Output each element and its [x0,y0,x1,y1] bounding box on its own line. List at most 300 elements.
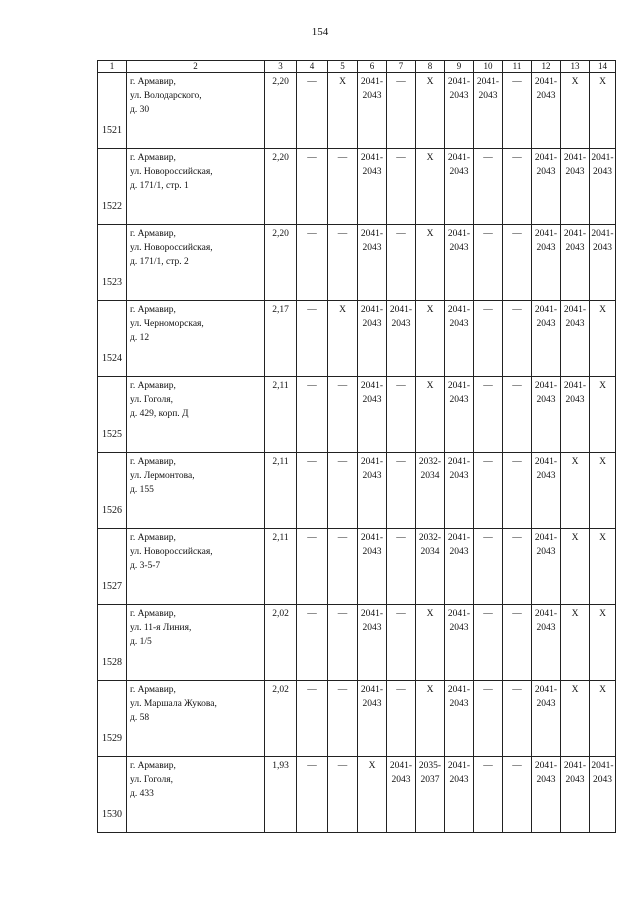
value-cell [328,149,358,225]
value-line: 2043 [593,243,612,253]
value-cell [297,757,328,833]
row-number-cell: 1528 [98,605,127,681]
value-line: — [307,685,317,695]
table-row [98,529,616,605]
value-line: 2041- [447,381,471,391]
value-cell [590,529,616,605]
value-cell [445,757,474,833]
value-cell [561,73,590,149]
value-line: — [512,685,522,695]
value-cell [416,73,445,149]
value-cell [416,301,445,377]
value-line: 2034 [420,471,440,481]
value-cell [474,529,503,605]
value-line: 2041- [447,685,471,695]
value-cell [561,149,590,225]
value-line: 2041- [360,533,384,543]
value-line: 2043 [362,243,382,253]
value-cell [445,681,474,757]
address-cell [127,377,265,453]
value-line: 2041- [563,381,587,391]
value-line: X [599,457,606,467]
table-row [98,225,616,301]
value-line: — [483,229,493,239]
address-line: г. Армавир, [130,229,176,239]
value-line: 2,17 [272,305,289,315]
value-line: 2,02 [272,685,289,695]
value-line: — [307,229,317,239]
address-line: д. 3-5-7 [130,561,161,571]
value-line: 2043 [536,775,556,785]
value-line: — [483,685,493,695]
address-cell [127,225,265,301]
value-cell [445,453,474,529]
address-line: д. 155 [130,485,154,495]
value-line: — [337,457,348,467]
value-cell [265,73,297,149]
value-line: 2041- [389,761,413,771]
value-cell [328,225,358,301]
value-cell [503,149,532,225]
value-line: 2043 [536,471,556,481]
row-number-cell: 1525 [98,377,127,453]
value-line: — [307,761,317,771]
address-cell [127,301,265,377]
value-line: — [512,457,522,467]
value-cell [561,681,590,757]
value-line: 2041- [591,229,614,239]
value-line: 2043 [449,775,469,785]
value-cell [416,529,445,605]
address-cell [127,605,265,681]
value-cell [416,149,445,225]
address-line: г. Армавир, [130,685,176,695]
value-line: 2043 [362,395,382,405]
value-line: 2043 [362,319,382,329]
value-line: — [396,609,406,619]
value-line: 2043 [362,547,382,557]
address-line: ул. 11-я Линия, [130,623,192,633]
value-line: X [426,381,434,391]
value-cell [445,301,474,377]
value-line: — [512,305,522,315]
value-cell [561,301,590,377]
value-line: 2041- [360,229,384,239]
value-line: 2043 [362,699,382,709]
value-cell [387,605,416,681]
address-line: ул. Новороссийская, [130,167,213,177]
column-header: 1 [98,61,127,73]
value-line: 2,20 [272,229,289,239]
value-line: — [483,533,493,543]
value-cell [503,529,532,605]
value-line: — [337,761,348,771]
value-line: 2041- [447,229,471,239]
value-line: 2,20 [272,153,289,163]
value-cell [358,149,387,225]
address-cell [127,149,265,225]
value-line: 2041- [534,305,558,315]
value-cell [416,453,445,529]
value-cell [387,529,416,605]
value-cell [561,605,590,681]
value-line: 2043 [536,623,556,633]
value-line: 2041- [534,609,558,619]
value-cell [532,377,561,453]
value-cell [503,681,532,757]
value-cell [358,453,387,529]
value-cell [358,605,387,681]
address-cell [127,681,265,757]
value-cell [265,149,297,225]
value-cell [297,225,328,301]
row-number-cell: 1522 [98,149,127,225]
value-cell [532,757,561,833]
value-line: 2041- [447,761,471,771]
value-line: — [307,609,317,619]
value-line: 2,20 [272,77,289,87]
value-line: 2043 [362,471,382,481]
value-line: 2043 [593,167,612,177]
value-cell [297,681,328,757]
value-line: 2043 [536,243,556,253]
column-header: 12 [532,61,561,73]
value-cell [387,73,416,149]
value-cell [590,605,616,681]
value-cell [297,529,328,605]
value-line: 2043 [449,699,469,709]
value-line: — [396,457,406,467]
row-number-cell: 1524 [98,301,127,377]
value-line: 2043 [449,167,469,177]
value-line: 2043 [391,775,411,785]
value-cell [474,757,503,833]
value-line: X [426,685,434,695]
value-cell [297,453,328,529]
value-cell [503,377,532,453]
value-cell [387,149,416,225]
column-header: 14 [590,61,616,73]
table-row [98,681,616,757]
address-line: д. 171/1, стр. 1 [130,181,189,191]
value-line: — [307,457,317,467]
value-cell [474,681,503,757]
value-cell [474,225,503,301]
value-line: — [337,381,348,391]
value-line: 2043 [478,91,498,101]
value-cell [416,377,445,453]
column-header: 3 [265,61,297,73]
value-line: X [571,685,579,695]
value-line: 2041- [563,153,587,163]
address-line: ул. Гоголя, [130,395,174,405]
value-cell [416,681,445,757]
value-line: 2041- [447,457,471,467]
value-cell [445,377,474,453]
value-cell [358,377,387,453]
value-line: 2043 [449,243,469,253]
value-line: — [483,457,493,467]
value-line: 2043 [391,319,411,329]
column-header: 13 [561,61,590,73]
value-cell [590,377,616,453]
value-line: 2043 [449,471,469,481]
value-cell [387,225,416,301]
value-line: X [426,153,434,163]
value-cell [387,757,416,833]
value-line: — [307,153,317,163]
value-cell [358,301,387,377]
value-cell [265,453,297,529]
value-cell [265,757,297,833]
column-header: 11 [503,61,532,73]
value-line: — [483,381,493,391]
value-line: 2041- [534,229,558,239]
value-line: X [426,77,434,87]
column-number-row [98,61,616,73]
address-line: г. Армавир, [130,457,176,467]
value-cell [532,149,561,225]
value-line: 2043 [565,775,585,785]
row-number-cell: 1529 [98,681,127,757]
value-line: 2041- [447,533,471,543]
value-line: X [599,685,606,695]
address-line: ул. Черноморская, [130,319,204,329]
value-line: X [571,533,579,543]
value-cell [503,757,532,833]
value-line: 2041- [447,305,471,315]
row-number-cell: 1530 [98,757,127,833]
value-line: 2041- [534,153,558,163]
value-cell [474,605,503,681]
value-line: 2043 [449,547,469,557]
value-line: — [396,685,406,695]
value-cell [474,377,503,453]
value-line: 2041- [534,381,558,391]
value-line: 2043 [536,395,556,405]
value-cell [328,377,358,453]
table-row [98,605,616,681]
value-cell [265,301,297,377]
value-line: 2041- [360,685,384,695]
value-line: X [426,229,434,239]
value-line: — [396,153,406,163]
value-line: — [512,381,522,391]
value-cell [416,605,445,681]
value-line: 2034 [420,547,440,557]
value-line: 2041- [447,77,471,87]
value-cell [532,73,561,149]
value-line: — [307,305,317,315]
value-line: 2043 [536,319,556,329]
address-line: г. Армавир, [130,761,176,771]
value-cell [503,301,532,377]
value-line: 2,11 [272,381,289,391]
value-line: 2035- [418,761,442,771]
value-line: X [368,761,376,771]
value-line: — [307,533,317,543]
value-line: — [512,609,522,619]
value-cell [503,225,532,301]
value-line: — [483,609,493,619]
value-line: — [337,229,348,239]
value-line: — [512,229,522,239]
value-cell [445,605,474,681]
address-cell [127,453,265,529]
value-cell [297,605,328,681]
table-row [98,757,616,833]
value-line: 2043 [449,623,469,633]
address-line: д. 12 [130,333,150,343]
address-line: д. 171/1, стр. 2 [130,257,189,267]
value-cell [265,377,297,453]
value-cell [387,301,416,377]
address-line: г. Армавир, [130,305,176,315]
value-line: 2032- [418,533,442,543]
value-cell [561,529,590,605]
value-cell [532,453,561,529]
address-line: д. 30 [130,105,150,115]
value-line: 2043 [449,319,469,329]
value-line: 2041- [534,457,558,467]
value-cell [590,453,616,529]
value-cell [590,225,616,301]
column-header: 2 [127,61,265,73]
value-line: — [512,761,522,771]
value-cell [328,529,358,605]
value-line: X [571,77,579,87]
value-line: 2041- [534,761,558,771]
value-line: — [512,77,522,87]
value-cell [590,681,616,757]
address-line: ул. Лермонтова, [130,471,195,481]
value-line: 2043 [593,775,612,785]
value-line: 2,02 [272,609,289,619]
value-line: — [396,381,406,391]
value-line: 2041- [447,609,471,619]
value-cell [590,301,616,377]
value-line: — [483,305,493,315]
value-cell [328,605,358,681]
value-line: 2041- [360,77,384,87]
value-line: 2041- [563,229,587,239]
value-cell [503,453,532,529]
column-header: 10 [474,61,503,73]
row-number-cell: 1526 [98,453,127,529]
address-line: г. Армавир, [130,533,176,543]
value-line: 2043 [536,91,556,101]
value-line: — [396,533,406,543]
table-row [98,377,616,453]
value-line: X [599,609,606,619]
value-line: 2043 [362,623,382,633]
value-line: 2041- [591,761,614,771]
value-cell [328,73,358,149]
value-line: 2032- [418,457,442,467]
value-cell [416,225,445,301]
value-cell [328,757,358,833]
value-line: 2,11 [272,457,289,467]
address-cell [127,757,265,833]
value-line: — [307,77,317,87]
value-line: 2041- [534,685,558,695]
value-cell [358,529,387,605]
value-cell [503,605,532,681]
value-line: 2041- [360,305,384,315]
value-cell [297,301,328,377]
table-body [98,73,616,833]
value-cell [265,529,297,605]
value-line: 2043 [536,699,556,709]
address-line: д. 433 [130,789,154,799]
address-line: ул. Новороссийская, [130,547,213,557]
value-line: 2041- [563,305,587,315]
value-line: — [337,685,348,695]
value-line: — [337,609,348,619]
value-line: 2043 [565,243,585,253]
value-cell [532,301,561,377]
value-line: 2041- [360,381,384,391]
address-line: г. Армавир, [130,381,176,391]
value-line: 2043 [536,167,556,177]
value-line: X [571,609,579,619]
value-line: — [307,381,317,391]
address-cell [127,73,265,149]
value-cell [358,757,387,833]
address-line: ул. Володарского, [130,91,202,101]
value-line: — [483,761,493,771]
value-line: 2041- [476,77,500,87]
value-cell [474,453,503,529]
value-cell [328,301,358,377]
row-number-cell: 1527 [98,529,127,605]
value-cell [561,225,590,301]
value-line: 2043 [362,91,382,101]
value-cell [474,149,503,225]
value-line: 2043 [449,395,469,405]
address-line: г. Армавир, [130,153,176,163]
column-header: 5 [328,61,358,73]
value-cell [445,149,474,225]
value-line: X [599,533,606,543]
value-cell [590,73,616,149]
value-line: — [396,77,406,87]
value-cell [445,225,474,301]
value-cell [590,149,616,225]
address-line: г. Армавир, [130,77,176,87]
value-line: X [599,305,606,315]
row-number-cell: 1523 [98,225,127,301]
value-cell [265,681,297,757]
value-cell [387,377,416,453]
value-cell [387,453,416,529]
address-line: ул. Гоголя, [130,775,174,785]
value-cell [297,73,328,149]
value-line: 2041- [360,609,384,619]
value-line: X [599,77,606,87]
value-cell [474,73,503,149]
column-header: 4 [297,61,328,73]
value-line: 2041- [591,153,614,163]
value-cell [561,453,590,529]
value-line: 2041- [534,533,558,543]
address-line: г. Армавир, [130,609,176,619]
column-header: 9 [445,61,474,73]
value-line: — [512,153,522,163]
value-line: 2041- [389,305,413,315]
column-header: 8 [416,61,445,73]
row-number-cell: 1521 [98,73,127,149]
